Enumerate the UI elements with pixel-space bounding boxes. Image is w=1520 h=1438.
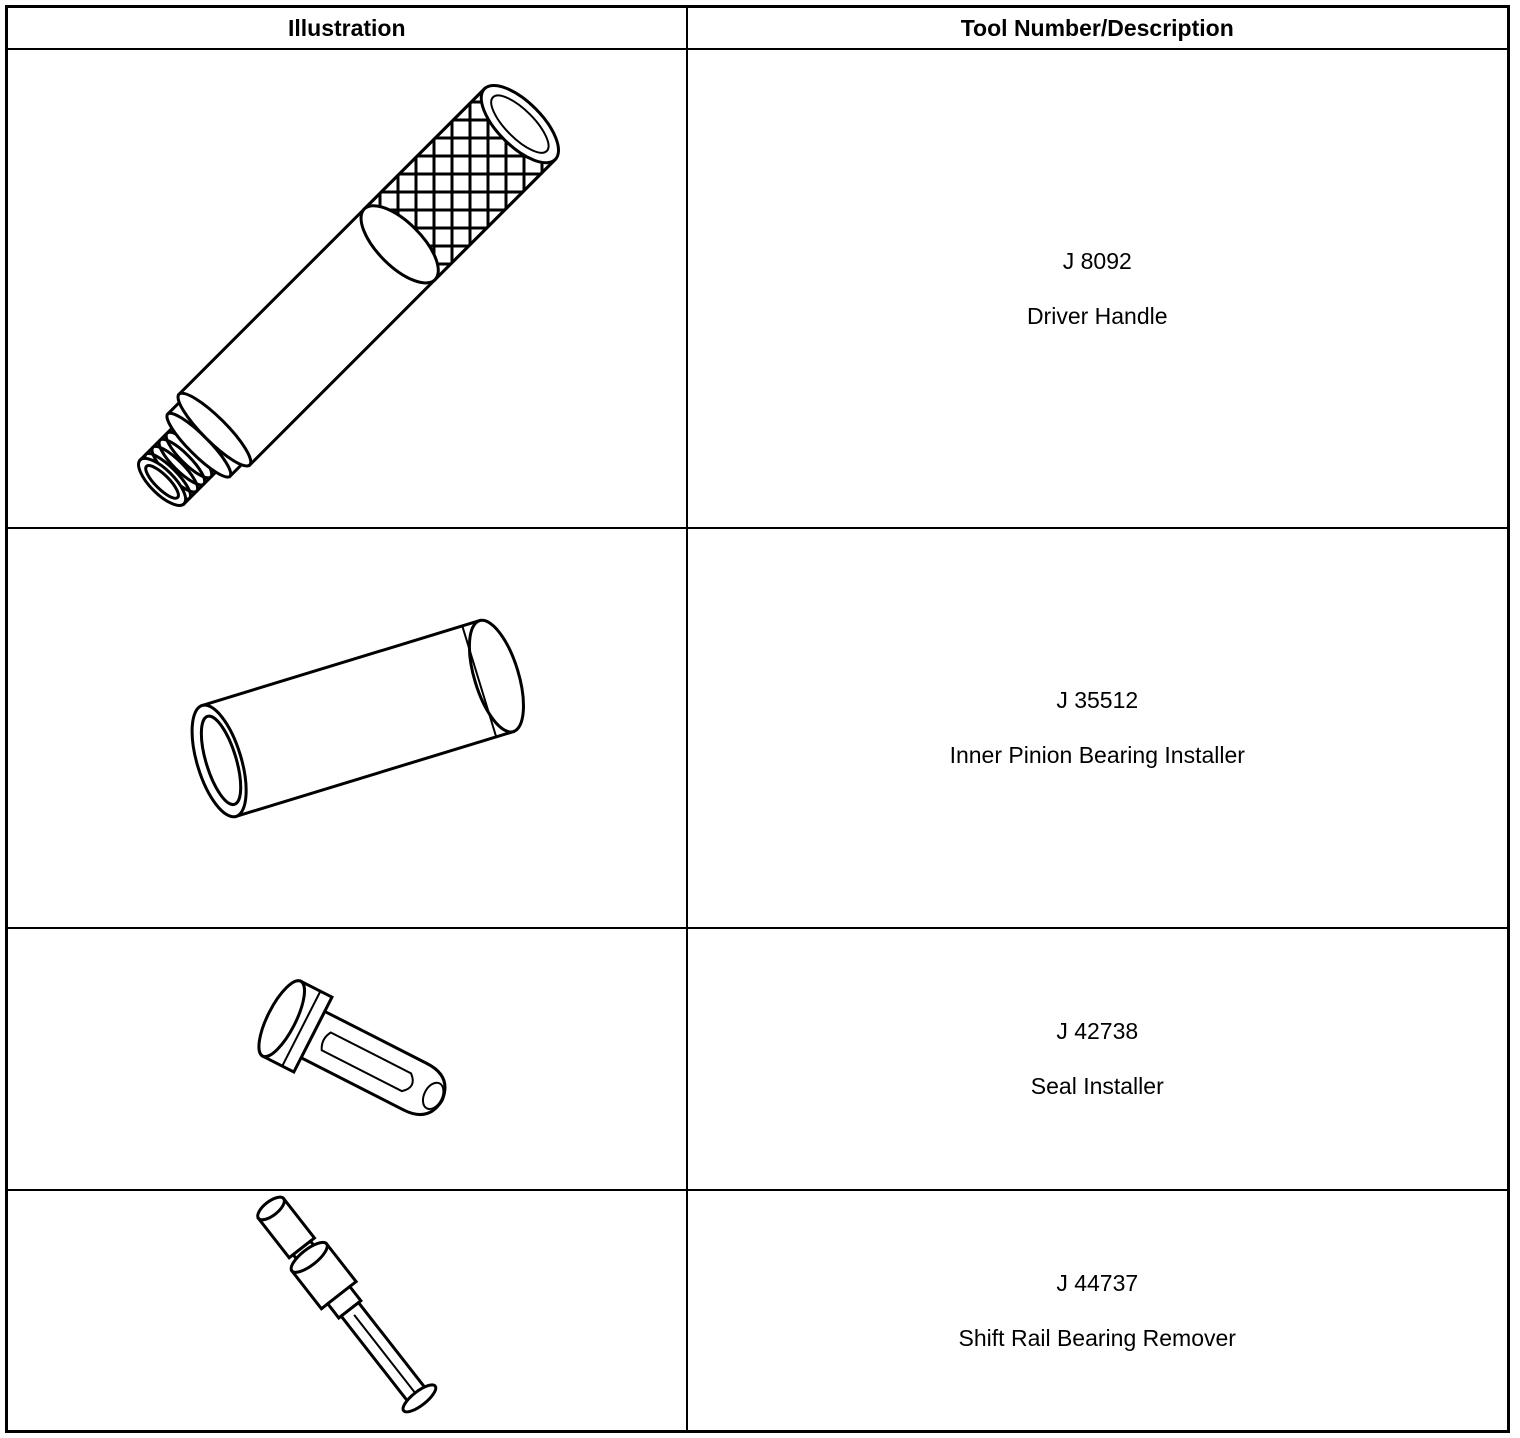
driver-handle-illustration (8, 51, 688, 526)
illustration-cell (7, 49, 687, 528)
tool-number: J 8092 (1062, 247, 1132, 274)
tool-description: Seal Installer (1030, 1073, 1164, 1100)
special-tools-table (5, 5, 1510, 1433)
tool-number: J 35512 (1056, 687, 1139, 714)
bearing-installer-illustration (8, 530, 688, 926)
table-row (7, 49, 1509, 528)
table-row (7, 928, 1509, 1190)
tool-number: J 42738 (1056, 1018, 1139, 1045)
header-illustration: Illustration (7, 7, 687, 50)
table-row (7, 1190, 1509, 1431)
shift-rail-bearing-remover-illustration (8, 1192, 688, 1429)
tool-description-cell (687, 528, 1509, 928)
table-row (7, 528, 1509, 928)
header-tool-number-description: Tool Number/Description (687, 7, 1509, 50)
tool-description: Inner Pinion Bearing Installer (949, 742, 1245, 769)
tool-description: Driver Handle (1026, 302, 1168, 329)
tool-description-cell (687, 928, 1509, 1190)
seal-installer-illustration (8, 930, 688, 1188)
illustration-cell (7, 1190, 687, 1431)
header-row (7, 7, 1509, 50)
tool-description-cell (687, 49, 1509, 528)
tool-number: J 44737 (1056, 1269, 1139, 1296)
illustration-cell (7, 528, 687, 928)
illustration-cell (7, 928, 687, 1190)
tool-description: Shift Rail Bearing Remover (958, 1324, 1236, 1351)
tool-description-cell (687, 1190, 1509, 1431)
